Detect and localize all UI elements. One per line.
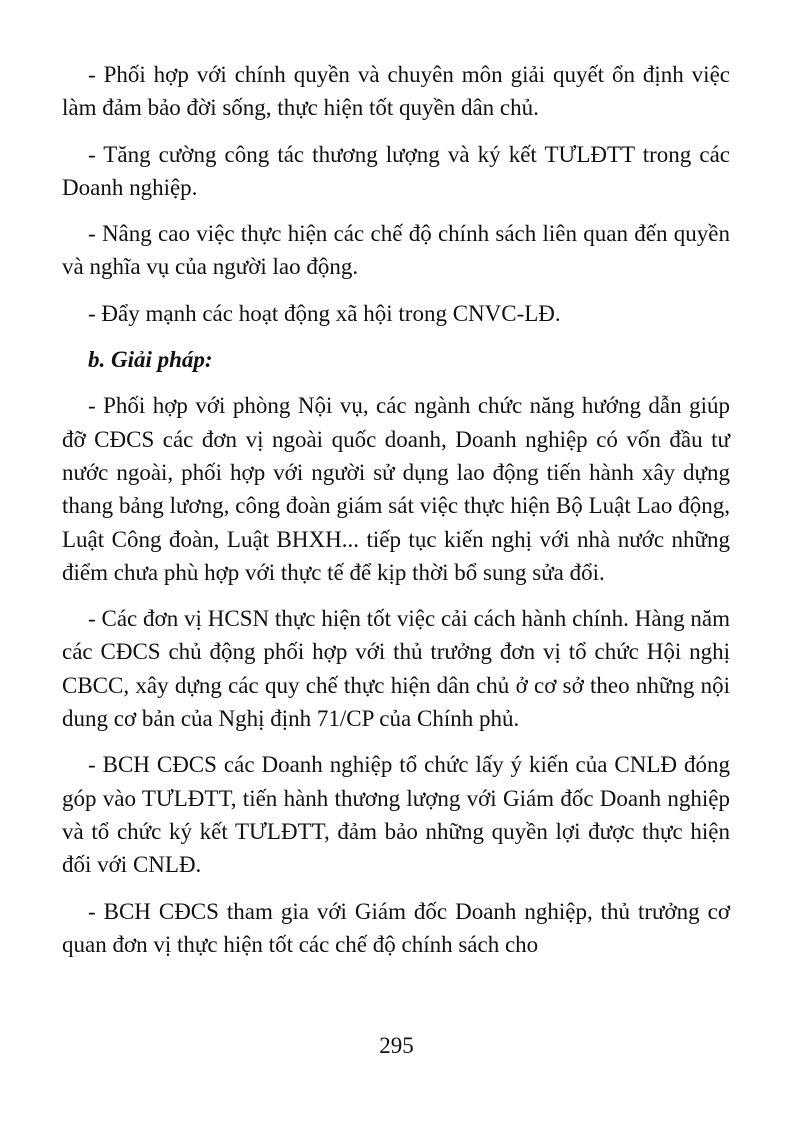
paragraph-collective-bargaining: - Tăng cường công tác thương lượng và ký kết TƯLĐTT trong các Doanh nghiệp. xyxy=(62,141,730,200)
paragraph-enterprise-consultation: - BCH CĐCS các Doanh nghiệp tổ chức lấy ý kiến của CNLĐ đóng góp vào TƯLĐTT, tiến hành thương lượng với Giám đốc Doanh nghiệp và tổ chức ký kết TƯLĐTT, đảm bảo những quyền lợi được thực hiện đối với CNLĐ. xyxy=(62,752,730,878)
section-heading-solutions: b. Giải pháp: xyxy=(88,347,213,373)
paragraph-admin-reform: - Các đơn vị HCSN thực hiện tốt việc cải cách hành chính. Hàng năm các CĐCS chủ động phối hợp với thủ trưởng đơn vị tổ chức Hội nghị CBCC, xây dựng các quy chế thực hiện dân chủ ở cơ sở theo những nội dung cơ bản của Nghị định 71/CP của Chính phủ. xyxy=(62,606,730,732)
paragraph-coordination-home-affairs: - Phối hợp với phòng Nội vụ, các ngành chức năng hướng dẫn giúp đỡ CĐCS các đơn vị ngoài quốc doanh, Doanh nghiệp có vốn đầu tư nước ngoài, phối hợp với người sử dụng lao động tiến hành xây dựng thang bảng lương, công đoàn giám sát việc thực hiện Bộ Luật Lao động, Luật Công đoàn, Luật BHXH... tiếp tục kiến nghị với nhà nước những điểm chưa phù hợp với thực tế để kịp thời bổ sung sửa đổi. xyxy=(62,393,730,585)
paragraph-social-activities: - Đẩy mạnh các hoạt động xã hội trong CNVC-LĐ. xyxy=(88,300,561,326)
paragraph-director-participation: - BCH CĐCS tham gia với Giám đốc Doanh nghiệp, thủ trưởng cơ quan đơn vị thực hiện tốt các chế độ chính sách cho xyxy=(62,898,730,957)
page-number: 295 xyxy=(379,1033,414,1058)
page-body xyxy=(62,58,730,974)
paragraph-employment-stability: - Phối hợp với chính quyền và chuyên môn giải quyết ổn định việc làm đảm bảo đời sống, thực hiện tốt quyền dân chủ. xyxy=(62,62,730,121)
paragraph-policy-implementation: - Nâng cao việc thực hiện các chế độ chính sách liên quan đến quyền và nghĩa vụ của người lao động. xyxy=(62,221,730,280)
